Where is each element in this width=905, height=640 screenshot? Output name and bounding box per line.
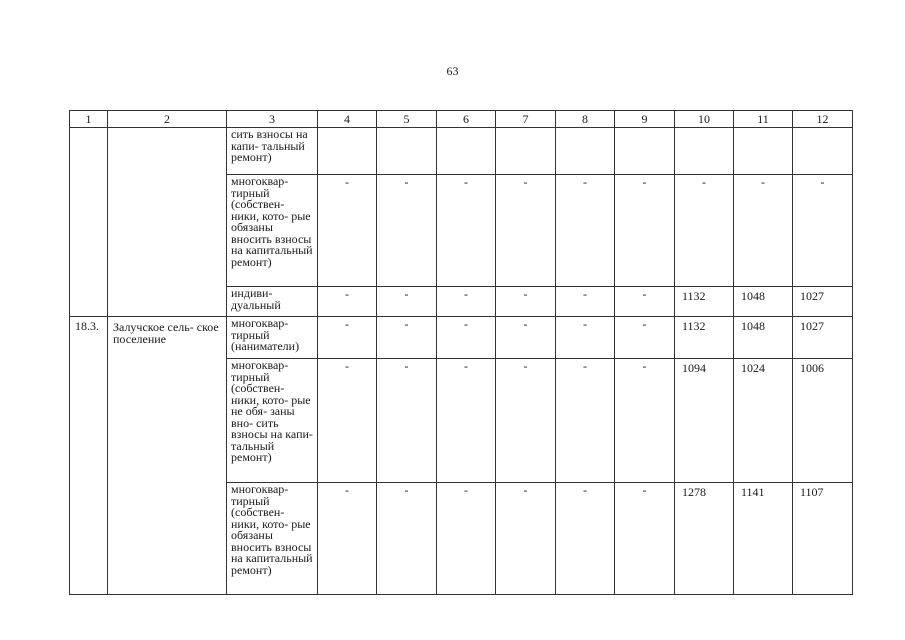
header-cell: 6 [437, 111, 496, 128]
header-cell: 1 [70, 111, 108, 128]
value-cell [793, 128, 853, 175]
value-cell [615, 128, 675, 175]
tariff-table [69, 110, 853, 595]
value-cell: - [615, 317, 675, 359]
value-cell: - [496, 483, 556, 595]
header-cell: 2 [108, 111, 227, 128]
value-cell: - [437, 287, 496, 317]
value-cell [377, 128, 437, 175]
header-cell: 8 [556, 111, 615, 128]
housing-type-cell: многоквар- тирный (собствен- ники, кото- рые не обя- заны вно- сить взносы на капи- тальный ремонт) [227, 359, 318, 483]
header-cell: 5 [377, 111, 437, 128]
value-cell: - [318, 483, 377, 595]
value-cell: - [793, 175, 853, 287]
value-cell [437, 128, 496, 175]
header-cell: 10 [675, 111, 734, 128]
value-cell: 1132 [675, 287, 734, 317]
value-cell: - [437, 175, 496, 287]
table-row [70, 317, 853, 359]
value-cell: - [377, 287, 437, 317]
value-cell: 1132 [675, 317, 734, 359]
value-cell [734, 128, 793, 175]
value-cell: - [377, 483, 437, 595]
value-cell: - [496, 175, 556, 287]
header-cell: 9 [615, 111, 675, 128]
value-cell: - [318, 317, 377, 359]
value-cell: 1278 [675, 483, 734, 595]
value-cell: - [556, 175, 615, 287]
value-cell [496, 128, 556, 175]
settlement-cell [108, 128, 227, 317]
value-cell: 1006 [793, 359, 853, 483]
value-cell: - [318, 359, 377, 483]
housing-type-cell: индиви- дуальный [227, 287, 318, 317]
value-cell: - [318, 287, 377, 317]
header-cell: 12 [793, 111, 853, 128]
header-cell: 11 [734, 111, 793, 128]
value-cell: - [615, 287, 675, 317]
value-cell: - [377, 359, 437, 483]
value-cell: - [615, 483, 675, 595]
value-cell: - [734, 175, 793, 287]
housing-type-cell: многоквар- тирный (наниматели) [227, 317, 318, 359]
housing-type-cell: сить взносы на капи- тальный ремонт) [227, 128, 318, 175]
value-cell: 1027 [793, 317, 853, 359]
value-cell: - [318, 175, 377, 287]
settlement-cell: Залучское сель- ское поселение [108, 317, 227, 595]
value-cell: 1048 [734, 317, 793, 359]
header-cell: 3 [227, 111, 318, 128]
value-cell: - [496, 359, 556, 483]
value-cell [318, 128, 377, 175]
value-cell [675, 128, 734, 175]
value-cell: - [615, 359, 675, 483]
header-cell: 7 [496, 111, 556, 128]
page-number: 63 [446, 64, 459, 78]
value-cell: 1107 [793, 483, 853, 595]
housing-type-cell: многоквар- тирный (собствен- ники, кото- рые обязаны вносить взносы на капитальный ремонт) [227, 483, 318, 595]
value-cell: - [377, 175, 437, 287]
table-row [70, 128, 853, 175]
value-cell: 1141 [734, 483, 793, 595]
value-cell: - [556, 359, 615, 483]
value-cell: 1048 [734, 287, 793, 317]
value-cell: - [437, 483, 496, 595]
value-cell: - [496, 317, 556, 359]
header-cell: 4 [318, 111, 377, 128]
value-cell [556, 128, 615, 175]
value-cell: - [496, 287, 556, 317]
value-cell: 1094 [675, 359, 734, 483]
value-cell: - [377, 317, 437, 359]
value-cell: - [615, 175, 675, 287]
row-number-cell: 18.3. [70, 317, 108, 595]
header-row [70, 111, 853, 128]
value-cell: - [437, 359, 496, 483]
value-cell: 1027 [793, 287, 853, 317]
value-cell: - [556, 317, 615, 359]
housing-type-cell: многоквар- тирный (собствен- ники, кото- рые обязаны вносить взносы на капитальный ремонт) [227, 175, 318, 287]
value-cell: - [556, 287, 615, 317]
value-cell: - [437, 317, 496, 359]
row-number-cell [70, 128, 108, 317]
value-cell: - [556, 483, 615, 595]
value-cell: 1024 [734, 359, 793, 483]
value-cell: - [675, 175, 734, 287]
